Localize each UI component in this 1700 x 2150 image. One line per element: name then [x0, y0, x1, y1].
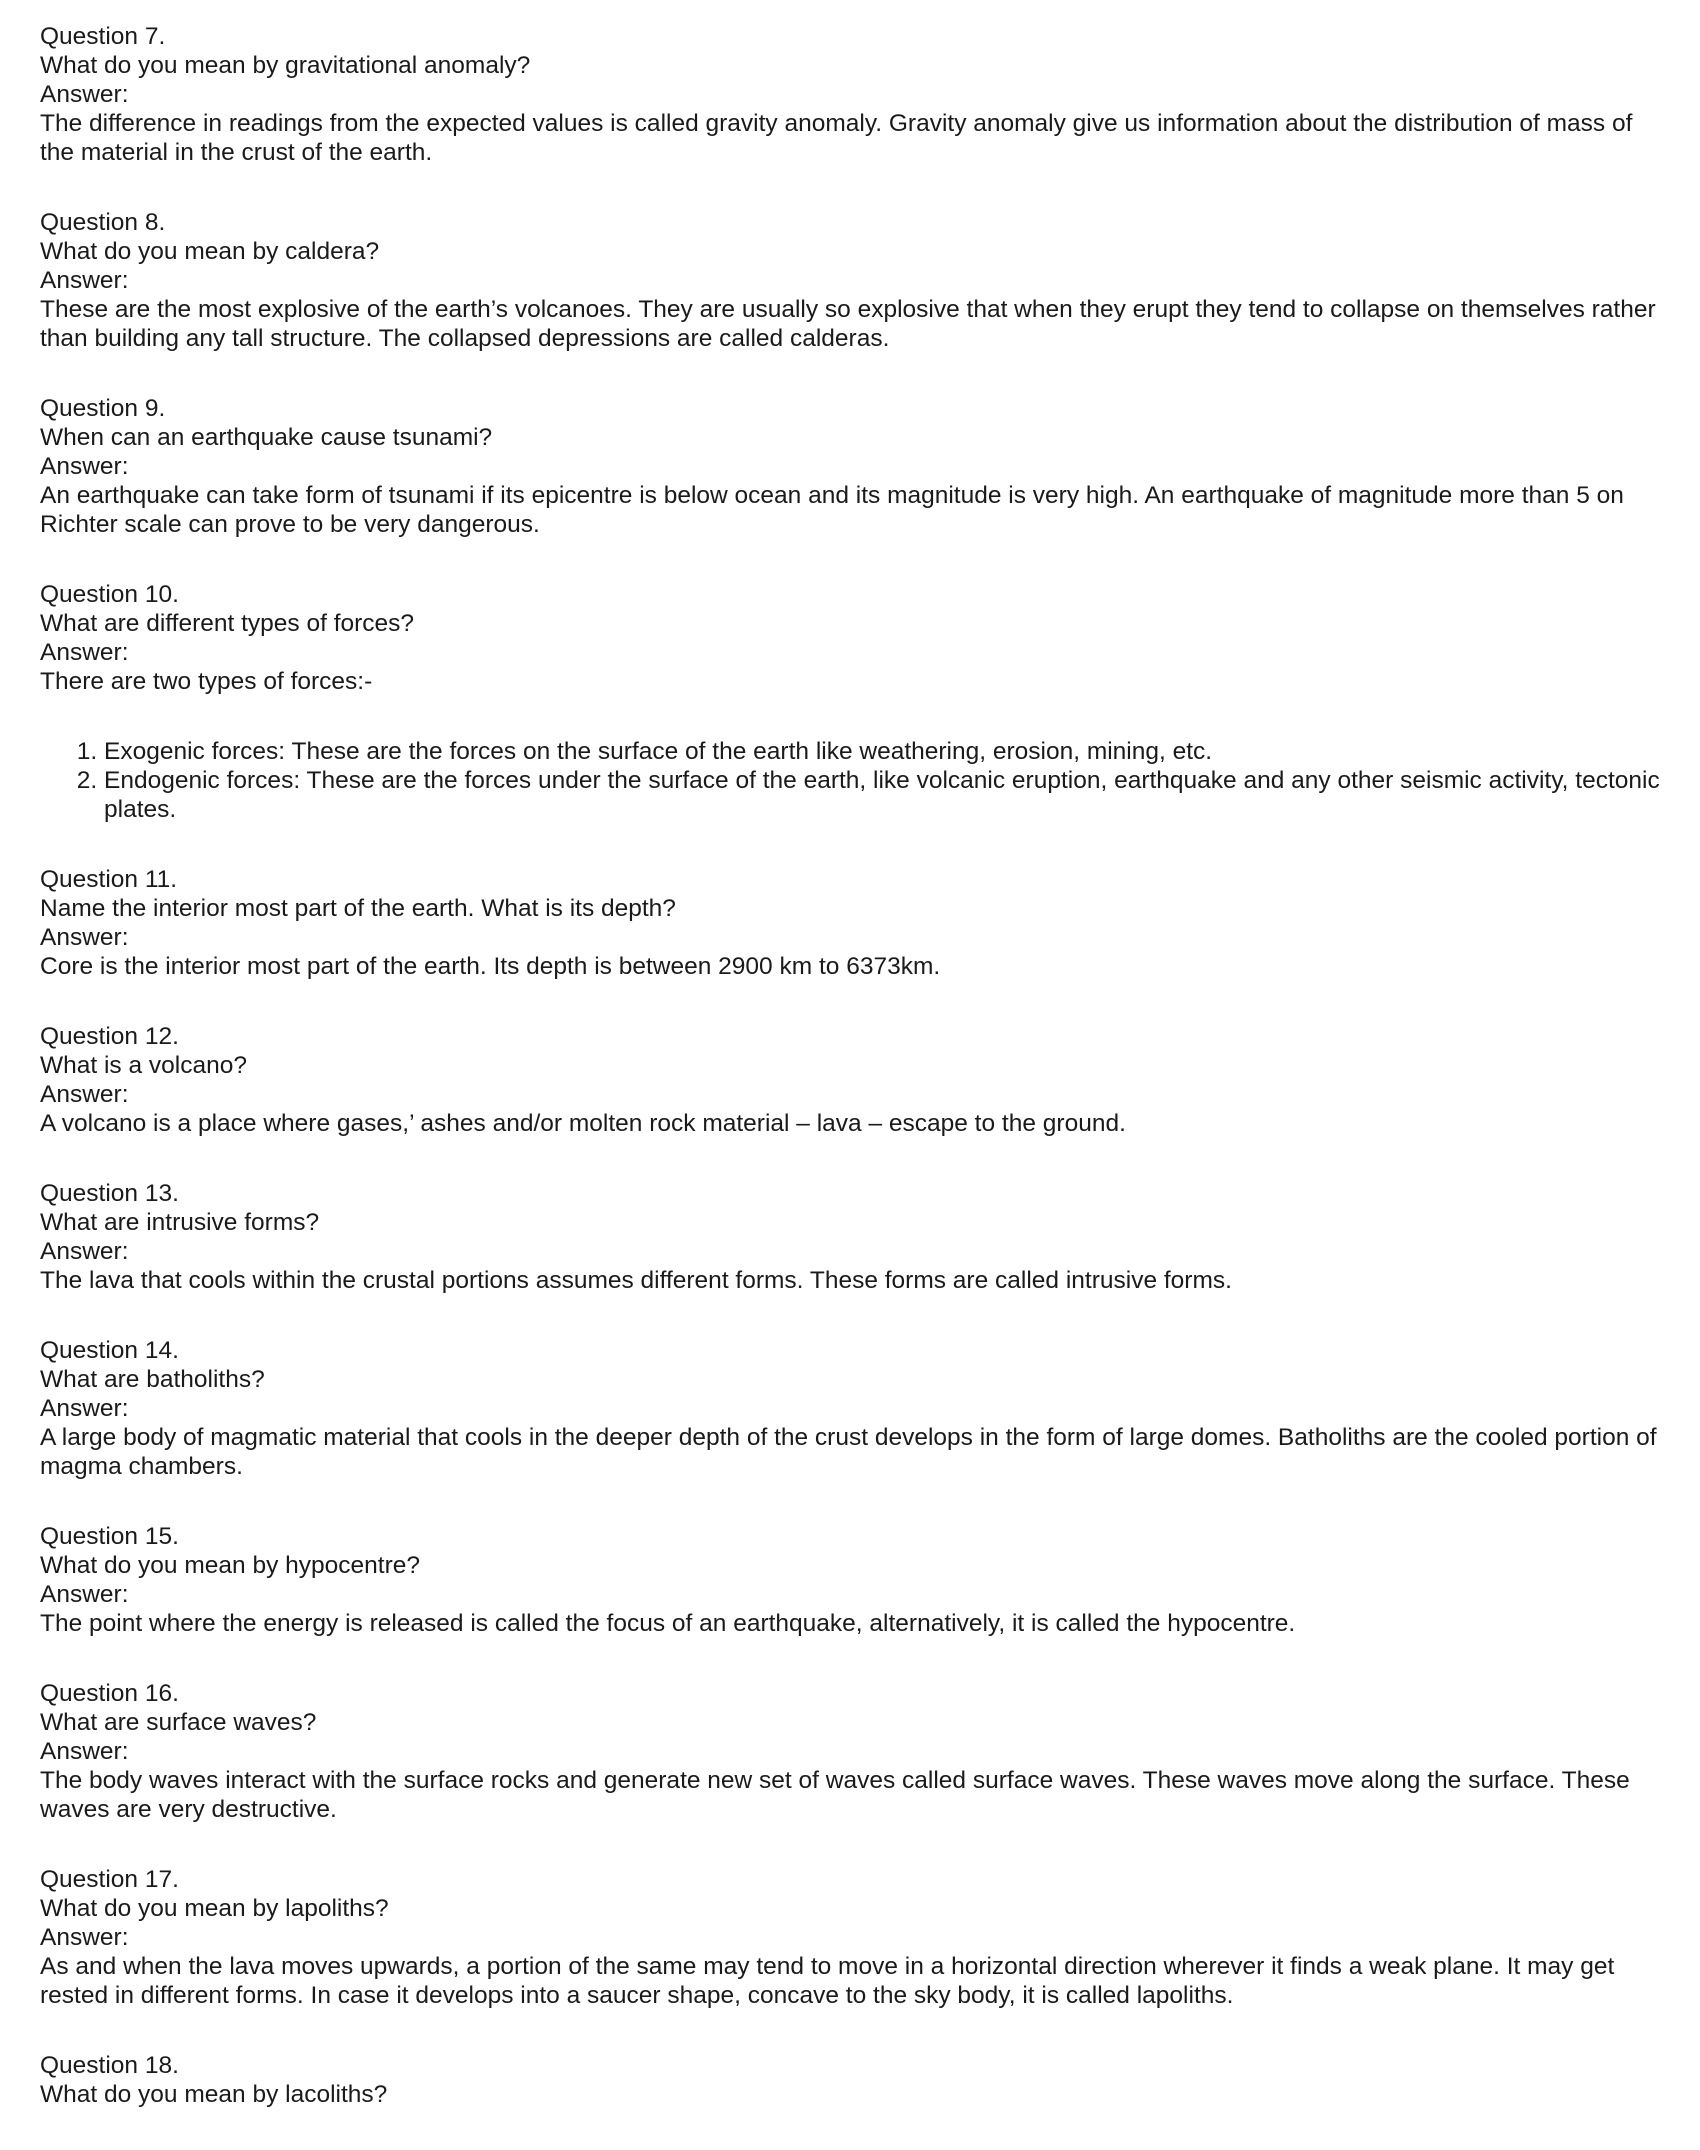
answer-label: Answer:: [40, 1238, 129, 1265]
question-label: Question 14.: [40, 1337, 179, 1364]
question-label: Question 18.: [40, 2052, 179, 2079]
answer-label: Answer:: [40, 453, 129, 480]
question-text: What do you mean by hypocentre?: [40, 1552, 420, 1579]
answer-label: Answer:: [40, 1924, 129, 1951]
question-label: Question 8.: [40, 209, 166, 236]
question-block: [40, 1179, 1670, 1295]
answer-text: As and when the lava moves upwards, a portion of the same may tend to move in a horizontal direction wherever it finds a weak plane. It may get rested in different forms. In case it develops into a saucer shape, concave to the sky body, it is called lapoliths.: [40, 1953, 1615, 2009]
answer-text: The body waves interact with the surface rocks and generate new set of waves called surface waves. These waves move along the surface. These waves are very destructive.: [40, 1767, 1630, 1823]
question-label: Question 17.: [40, 1866, 179, 1893]
question-text: What are different types of forces?: [40, 610, 415, 637]
document-page: [40, 22, 1670, 2150]
answer-list-item: 1. Exogenic forces: These are the forces on the surface of the earth like weathering, erosion, mining, etc.: [104, 737, 1670, 766]
question-label: Question 9.: [40, 395, 166, 422]
question-text: Name the interior most part of the earth. What is its depth?: [40, 895, 676, 922]
question-text: What do you mean by lapoliths?: [40, 1895, 389, 1922]
question-block: [40, 1336, 1670, 1481]
answer-list-item: 2. Endogenic forces: These are the forces under the surface of the earth, like volcanic eruption, earthquake and any other seismic activity, tectonic plates.: [104, 766, 1670, 824]
question-block: [40, 394, 1670, 539]
question-label: Question 16.: [40, 1680, 179, 1707]
question-label: Question 15.: [40, 1523, 179, 1550]
question-label: Question 13.: [40, 1180, 179, 1207]
question-label: Question 7.: [40, 23, 166, 50]
answer-label: Answer:: [40, 1738, 129, 1765]
answer-text: The difference in readings from the expected values is called gravity anomaly. Gravity anomaly give us information about the distribution of mass of the material in the crust of the earth.: [40, 110, 1633, 166]
question-text: What are batholiths?: [40, 1366, 265, 1393]
answer-list: [40, 737, 1670, 824]
question-text: When can an earthquake cause tsunami?: [40, 424, 493, 451]
question-block: [40, 1679, 1670, 1824]
answer-text: These are the most explosive of the earth’s volcanoes. They are usually so explosive that when they erupt they tend to collapse on themselves rather than building any tall structure. The collapsed depressions are called calderas.: [40, 296, 1656, 352]
question-label: Question 10.: [40, 581, 179, 608]
answer-label: Answer:: [40, 1395, 129, 1422]
answer-text: There are two types of forces:-: [40, 668, 373, 695]
answer-text: The point where the energy is released is called the focus of an earthquake, alternatively, it is called the hypocentre.: [40, 1610, 1296, 1637]
question-text: What are surface waves?: [40, 1709, 317, 1736]
answer-text: The lava that cools within the crustal portions assumes different forms. These forms are called intrusive forms.: [40, 1267, 1232, 1294]
question-block: [40, 22, 1670, 167]
question-text: What is a volcano?: [40, 1052, 247, 1079]
question-label: Question 12.: [40, 1023, 179, 1050]
question-block: [40, 1522, 1670, 1638]
answer-label: Answer:: [40, 267, 129, 294]
answer-text: Core is the interior most part of the earth. Its depth is between 2900 km to 6373km.: [40, 953, 941, 980]
question-block: [40, 1022, 1670, 1138]
answer-label: Answer:: [40, 639, 129, 666]
question-block: [40, 2051, 1670, 2109]
question-block: [40, 208, 1670, 353]
question-block: [40, 865, 1670, 981]
answer-text: A volcano is a place where gases,’ ashes and/or molten rock material – lava – escape to the ground.: [40, 1110, 1126, 1137]
answer-text: An earthquake can take form of tsunami if its epicentre is below ocean and its magnitude is very high. An earthquake of magnitude more than 5 on Richter scale can prove to be very dangerous.: [40, 482, 1624, 538]
question-block: [40, 580, 1670, 824]
question-text: What do you mean by caldera?: [40, 238, 380, 265]
question-label: Question 11.: [40, 866, 178, 893]
answer-text: A large body of magmatic material that cools in the deeper depth of the crust develops in the form of large domes. Batholiths are the cooled portion of magma chambers.: [40, 1424, 1657, 1480]
question-text: What do you mean by lacoliths?: [40, 2081, 388, 2108]
question-text: What do you mean by gravitational anomaly?: [40, 52, 531, 79]
answer-label: Answer:: [40, 81, 129, 108]
answer-label: Answer:: [40, 1081, 129, 1108]
question-block: [40, 1865, 1670, 2010]
question-text: What are intrusive forms?: [40, 1209, 320, 1236]
answer-label: Answer:: [40, 924, 129, 951]
answer-label: Answer:: [40, 1581, 129, 1608]
